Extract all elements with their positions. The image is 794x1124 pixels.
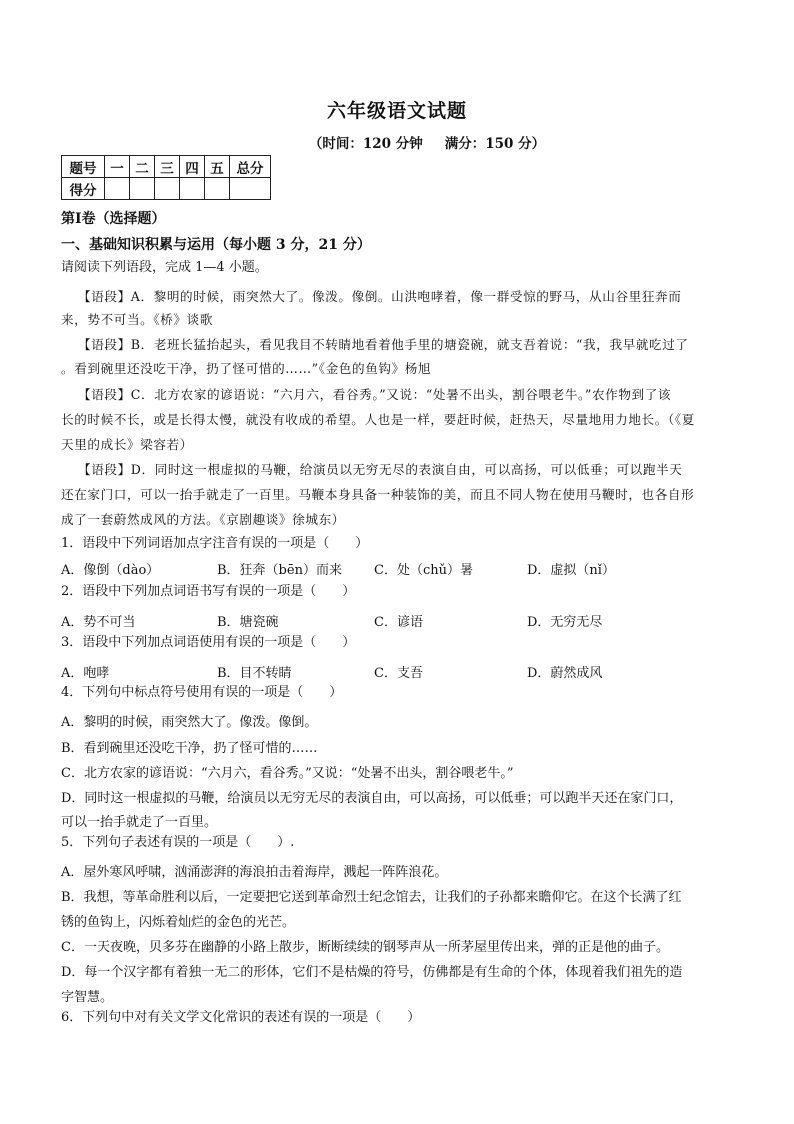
question-5-option-a[interactable]: A．屋外寒风呼啸，汹涌澎湃的海浪拍击着海岸，溅起一阵阵浪花。	[61, 865, 448, 880]
question-4-option-b[interactable]: B．看到碗里还没吃干净，扔了怪可惜的……	[61, 741, 318, 756]
question-1-stem: 1．语段中下列词语加点字注音有误的一项是（ ）	[61, 536, 369, 551]
score-table-score-row	[62, 178, 271, 200]
passage-d-line: 【语段】D．同时这一根虚拟的马鞭，给演员以无穷无尽的表演自由，可以高扬，可以低垂；可以跑半天	[78, 462, 683, 477]
exam-title: 六年级语文试题	[326, 100, 467, 122]
question-3-option-d[interactable]: D．蔚然成风	[527, 666, 603, 681]
question-5-option-b-cont[interactable]: 锈的鱼钩上，闪烁着灿烂的金色的光芒。	[61, 915, 296, 930]
question-1-option-d[interactable]: D．虚拟（nǐ）	[527, 563, 615, 578]
score-input-cell[interactable]	[155, 178, 180, 200]
score-cell: 题号	[62, 156, 105, 178]
question-3-option-c[interactable]: C．支吾	[374, 666, 423, 681]
question-1-option-a[interactable]: A．像倒（dào）	[61, 563, 160, 578]
question-3-stem: 3．语段中下列加点词语使用有误的一项是（ ）	[61, 635, 356, 650]
question-4-stem: 4．下列句中标点符号使用有误的一项是（ ）	[61, 685, 343, 700]
question-4-option-d[interactable]: D．同时这一根虚拟的马鞭，给演员以无穷无尽的表演自由，可以高扬，可以低垂；可以跑半天还在家门口，	[61, 791, 683, 806]
score-cell: 一	[105, 156, 130, 178]
score-input-cell[interactable]	[130, 178, 155, 200]
passage-d-line: 还在家门口，可以一抬手就走了一百里。马鞭本身具备一种装饰的美，而且不同人物在使用马鞭时，也各自形	[61, 487, 695, 502]
score-input-cell[interactable]	[205, 178, 230, 200]
question-6-stem: 6．下列句中对有关文学文化常识的表述有误的一项是（ ）	[61, 1010, 421, 1025]
passage-c-line: 【语段】C．北方农家的谚语说：“六月六，看谷秀。”又说：“处暑不出头，割谷喂老牛。”农作物到了该	[78, 387, 672, 402]
question-2-option-c[interactable]: C．谚语	[374, 615, 423, 630]
question-2-option-d[interactable]: D．无穷无尽	[527, 615, 603, 630]
score-cell: 总分	[230, 156, 271, 178]
question-2-option-a[interactable]: A．势不可当	[61, 615, 136, 630]
question-2-option-b[interactable]: B．塘瓷碗	[217, 615, 279, 630]
instruction-text: 请阅读下列语段，完成 1—4 小题。	[61, 260, 268, 275]
question-5-option-d-cont[interactable]: 字智慧。	[61, 990, 114, 1005]
score-input-cell[interactable]	[230, 178, 271, 200]
passage-c-line: 长的时候不长，或是长得太慢，就没有收成的希望。人也是一样，要赶时候，赶热天，尽量地用力地长。（《夏	[61, 412, 695, 427]
score-cell: 五	[205, 156, 230, 178]
passage-b-line: 。看到碗里还没吃干净，扔了怪可惜的……”《金色的鱼钩》杨旭	[61, 361, 432, 376]
passage-a-line: 【语段】A．黎明的时候，雨突然大了。像泼。像倒。山洪咆哮着，像一群受惊的野马，从山谷里狂奔而	[78, 289, 682, 304]
question-3-option-a[interactable]: A．咆哮	[61, 666, 110, 681]
question-5-option-d[interactable]: D．每一个汉字都有着独一无二的形体，它们不是枯燥的符号，仿佛都是有生命的个体，体现着我们祖先的造	[61, 965, 683, 980]
passage-c-line: 天里的成长》梁容若）	[61, 437, 193, 452]
question-5-stem: 5．下列句子表述有误的一项是（ ）.	[61, 835, 295, 850]
question-4-option-c[interactable]: C．北方农家的谚语说：“六月六，看谷秀。”又说：“处暑不出头，割谷喂老牛。”	[61, 766, 514, 781]
passage-b-line: 【语段】B．老班长猛抬起头，看见我目不转睛地看着他手里的塘瓷碗，就支吾着说：“我，我早就吃过了	[78, 337, 689, 352]
passage-a-line: 来，势不可当。《桥》谈歌	[61, 312, 214, 327]
passage-d-line: 成了一套蔚然成风的方法。《京剧趣谈》徐城东）	[61, 512, 345, 527]
part1-heading: 一、基础知识积累与运用（每小题 3 分，21 分）	[61, 237, 371, 253]
question-4-option-a[interactable]: A．黎明的时候，雨突然大了。像泼。像倒。	[61, 715, 318, 730]
question-5-option-c[interactable]: C．一天夜晚，贝多芬在幽静的小路上散步，断断续续的钢琴声从一所茅屋里传出来，弹的正是他的曲子。	[61, 940, 669, 955]
question-1-option-b[interactable]: B．狂奔（bēn）而来	[217, 563, 342, 578]
volume-heading: 第Ⅰ卷（选择题）	[61, 211, 166, 227]
question-2-stem: 2．语段中下列加点词语书写有误的一项是（ ）	[61, 584, 356, 599]
score-table	[61, 155, 271, 200]
score-cell: 四	[180, 156, 205, 178]
score-cell: 二	[130, 156, 155, 178]
question-5-option-b[interactable]: B．我想，等革命胜利以后，一定要把它送到革命烈士纪念馆去，让我们的子孙都来瞻仰它。在这个长满了红	[61, 890, 682, 905]
question-3-option-b[interactable]: B．目不转睛	[217, 666, 292, 681]
score-input-cell[interactable]	[105, 178, 130, 200]
question-4-option-d-cont[interactable]: 可以一抬手就走了一百里。	[61, 815, 218, 830]
full-score: 满分：150 分）	[444, 136, 546, 152]
score-input-cell[interactable]	[180, 178, 205, 200]
exam-subtitle	[0, 132, 794, 152]
score-table-header-row	[62, 156, 271, 178]
question-1-option-c[interactable]: C．处（chǔ）暑	[374, 563, 473, 578]
time-limit: （时间：120 分钟	[308, 136, 423, 152]
score-cell: 得分	[62, 178, 105, 200]
score-cell: 三	[155, 156, 180, 178]
